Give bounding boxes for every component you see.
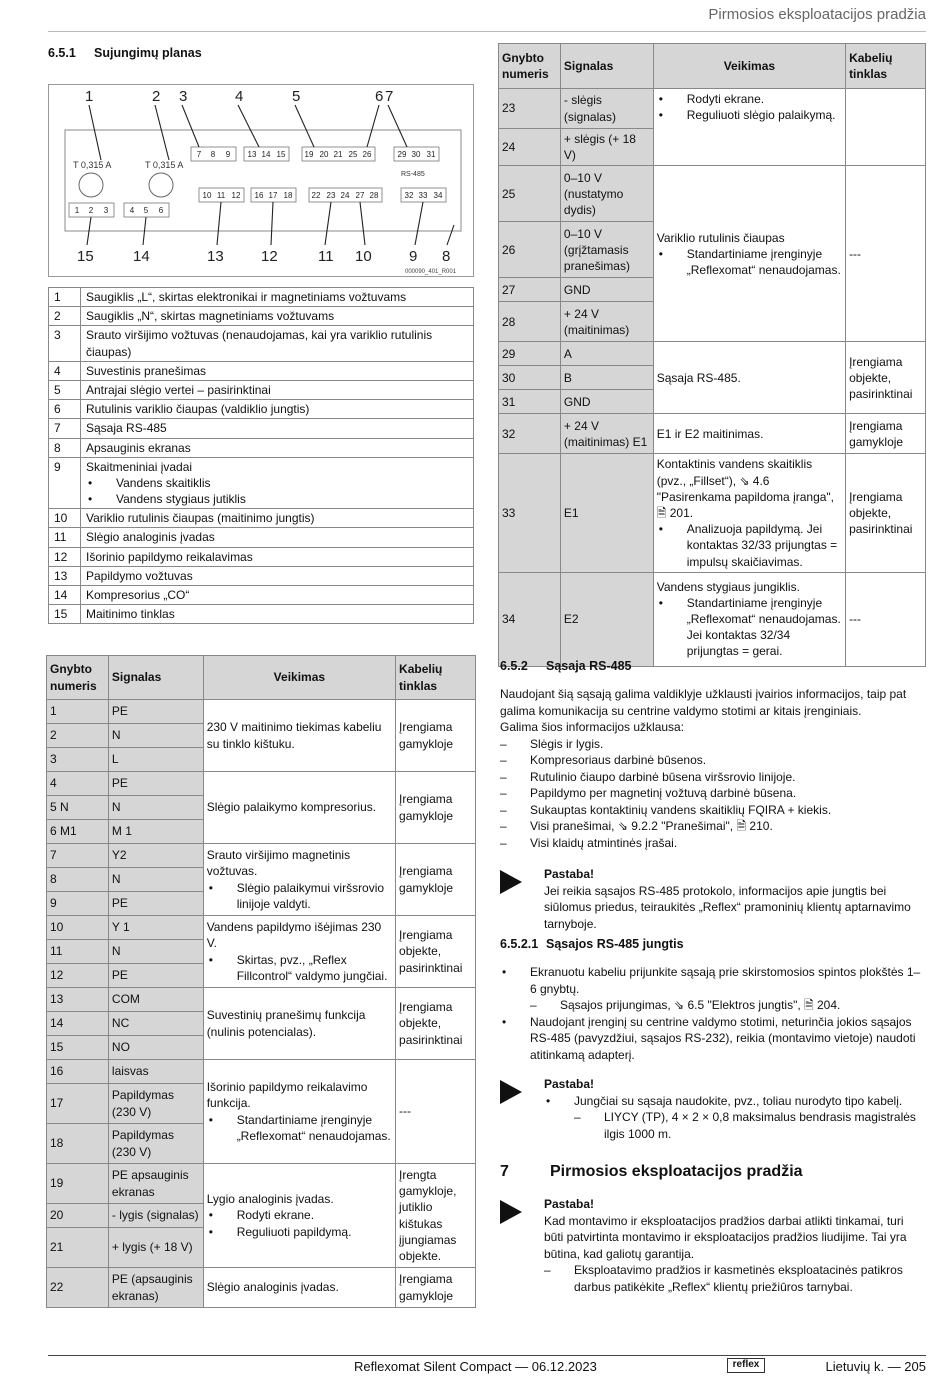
table-cell: Suvestinis pranešimas [81,361,474,380]
table-header-cell: Gnybto numeris [499,44,561,89]
footer-divider [48,1355,926,1356]
table-cell: PE [108,892,203,916]
callout-1: 1 [85,88,94,105]
table-cell: 5 N [47,796,109,820]
table-cell: - slėgis (signalas) [560,89,653,129]
svg-text:1: 1 [74,206,80,215]
svg-text:10: 10 [355,248,372,265]
svg-text:30: 30 [411,150,421,159]
table-cell: 29 [499,342,561,366]
table-cell: Rutulinis variklio čiaupas (valdiklio jungtis) [81,400,474,419]
legend-row [49,457,474,509]
table-cell: Papildymas (230 V) [108,1124,203,1164]
legend-row [49,528,474,547]
table-cell: 9 [49,457,81,509]
table-cell: Apsauginis ekranas [81,438,474,457]
table-cell: Įrengiama objekte, pasirinktinai [396,988,476,1060]
table-cell: Sąsaja RS-485 [81,419,474,438]
table-cell: E1 [560,454,653,572]
terminal-table-left [46,655,476,1308]
svg-text:11: 11 [318,248,334,265]
svg-text:14: 14 [133,248,150,265]
table-cell: Skaitmeniniai įvadai • Vandens skaitiklis • Vandens stygiaus jutiklis [81,457,474,509]
table-cell: 8 [49,438,81,457]
table-cell: 22 [47,1268,109,1308]
table-cell: + slėgis (+ 18 V) [560,129,653,166]
svg-text:22: 22 [311,191,321,200]
callout-5: 5 [292,88,301,105]
legend-row [49,288,474,307]
svg-text:14: 14 [261,150,271,159]
table-cell: 16 [47,1060,109,1084]
rs485-label: RS-485 [401,171,425,178]
table-cell: Įrengiama gamykloje [396,772,476,844]
table-cell: Slėgio analoginis įvadas. [203,1268,395,1308]
table-cell: A [560,342,653,366]
svg-text:8: 8 [442,248,451,265]
section-heading-651: 6.5.1 Sujungimų planas [48,46,202,60]
callout-3: 3 [179,88,188,105]
wiring-diagram [48,84,474,277]
diagram-top-numbers [85,88,393,105]
table-cell: Antrajai slėgio vertei – pasirinktinai [81,380,474,399]
table-cell: 1 [47,700,109,724]
table-cell: PE [108,772,203,796]
svg-text:18: 18 [283,191,293,200]
table-cell: 23 [499,89,561,129]
svg-text:32: 32 [404,191,414,200]
table-cell: 13 [49,566,81,585]
table-cell: Išorinio papildymo reikalavimo funkcija. • Standartiniame įrenginyje „Reflexomat“ nenaudojamas. [203,1060,395,1164]
table-header-cell: Kabelių tinklas [396,656,476,700]
svg-text:2: 2 [88,206,94,215]
table-cell: laisvas [108,1060,203,1084]
svg-text:29: 29 [397,150,407,159]
svg-text:27: 27 [355,191,365,200]
svg-text:13: 13 [247,150,257,159]
table-cell: Saugiklis „L“, skirtas elektronikai ir magnetiniams vožtuvams [81,288,474,307]
table-cell: Įrengiama gamykloje [396,700,476,772]
table-cell: 11 [49,528,81,547]
table-cell: Variklio rutulinis čiaupas • Standartiniame įrenginyje „Reflexomat“ nenaudojamas. [653,166,845,342]
legend-row [49,380,474,399]
table-cell: 12 [49,547,81,566]
note-652: Pastaba! Jei reikia sąsajos RS-485 protokolo, informacijos apie jungtis bei siūlomus priedus, teiraukitės „Reflex“ pramoninių klientų aptarnavimo tarnyboje. [500,866,926,932]
section-6521-body: • Ekranuotu kabeliu prijunkite sąsają prie skirstomosios spintos plokštės 1–6 gnybtų. – Sąsajos prijungimas, ⇘ 6.5 "Elektros jungtis", 🗎 204. • Naudojant įrenginį su centrine valdymo stotimi, neturinčia jokios sąsajos RS-485 (pavyzdžiui, sąsajos RS-232), reikia (montavimo vietoje) naudoti atitinkamą adapterį. [502,965,921,1062]
note-arrow-icon [500,870,522,894]
svg-text:4: 4 [129,206,135,215]
table-cell: M 1 [108,820,203,844]
header-divider [48,31,926,32]
svg-text:9: 9 [409,248,418,265]
chapter-heading-7: 7 Pirmosios eksploatacijos pradžia [500,1163,803,1180]
table-cell: Įrengiama gamykloje [846,414,926,454]
fuse-2-label: T 0,315 A [145,160,184,170]
table-cell: 15 [49,605,81,624]
note-arrow-icon [500,1200,522,1224]
note-7: Pastaba! Kad montavimo ir eksploatacijos pradžios darbai atlikti tinkamai, turi būti patvirtinta montavimo ir eksploatacijos pradžios liudijime. Tai yra būtina, kad galiotų garantija. – Eksploatavimo pradžios ir kasmetinės eksploatacinės patikros darbus patikėkite „Reflex“ klientų priežiūros tarnybai. [500,1196,926,1295]
svg-text:3: 3 [103,206,109,215]
table-cell [846,89,926,166]
table-cell: 24 [499,129,561,166]
svg-text:31: 31 [426,150,436,159]
table-cell: 14 [49,586,81,605]
table-cell: 18 [47,1124,109,1164]
svg-text:9: 9 [225,150,231,159]
table-header-cell: Gnybto numeris [47,656,109,700]
table-cell: 28 [499,302,561,342]
table-header-cell: Signalas [108,656,203,700]
table-cell: • Rodyti ekrane. • Reguliuoti slėgio palaikymą. [653,89,845,166]
table-cell: N [108,796,203,820]
table-cell: + 24 V (maitinimas) E1 [560,414,653,454]
legend-row [49,400,474,419]
legend-row [49,566,474,585]
table-cell: 4 [49,361,81,380]
table-cell: 26 [499,222,561,278]
table-cell: 2 [49,307,81,326]
svg-text:17: 17 [268,191,278,200]
svg-text:13: 13 [207,248,224,265]
table-cell: Vandens papildymo išėjimas 230 V. • Skirtas, pvz., „Reflex Fillcontrol“ valdymo jungčiai. [203,916,395,988]
table-cell: E2 [560,572,653,666]
legend-row [49,586,474,605]
table-cell: Papildymo vožtuvas [81,566,474,585]
note-6521: Pastaba! • Jungčiai su sąsaja naudokite, pvz., toliau nurodyto tipo kabelį. – LIYCY (TP), 4 × 2 × 0,8 maksimalus bendrasis magistralės ilgis 1000 m. [500,1076,926,1142]
table-cell: Įrengiama objekte, pasirinktinai [396,916,476,988]
table-cell: 13 [47,988,109,1012]
table-header-cell: Veikimas [203,656,395,700]
table-cell: Išorinio papildymo reikalavimas [81,547,474,566]
svg-text:21: 21 [333,150,343,159]
table-cell: Saugiklis „N“, skirtas magnetiniams vožtuvams [81,307,474,326]
leader-lines [87,105,454,245]
table-cell: --- [846,166,926,342]
table-cell: 12 [47,964,109,988]
section-heading-652: 6.5.2 Sąsaja RS-485 [500,659,632,673]
table-cell: Papildymas (230 V) [108,1084,203,1124]
table-cell: 6 M1 [47,820,109,844]
table-cell: 15 [47,1036,109,1060]
table-cell: Lygio analoginis įvadas. • Rodyti ekrane. • Reguliuoti papildymą. [203,1164,395,1268]
table-cell: B [560,366,653,390]
legend-row [49,438,474,457]
table-cell: 6 [49,400,81,419]
table-cell: 11 [47,940,109,964]
table-cell: Slėgio palaikymo kompresorius. [203,772,395,844]
table-cell: Srauto viršijimo vožtuvas (nenaudojamas, kai yra variklio rutulinis čiaupas) [81,326,474,361]
svg-text:34: 34 [433,191,443,200]
table-cell: 5 [49,380,81,399]
table-header-cell: Kabelių tinklas [846,44,926,89]
callout-2: 2 [152,88,161,105]
legend-row [49,605,474,624]
svg-text:7: 7 [196,150,202,159]
table-cell: 4 [47,772,109,796]
table-cell: Kompresorius „CO“ [81,586,474,605]
svg-text:12: 12 [261,248,278,265]
table-cell: 32 [499,414,561,454]
section-heading-6521: 6.5.2.1 Sąsajos RS-485 jungtis [500,937,684,951]
footer-doc: Reflexomat Silent Compact — 06.12.2023 [354,1359,597,1374]
table-cell: 0–10 V (grįžtamasis pranešimas) [560,222,653,278]
table-cell: 30 [499,366,561,390]
page-header: Pirmosios eksploatacijos pradžia [708,6,926,23]
table-cell: PE [108,700,203,724]
table-cell: 33 [499,454,561,572]
svg-text:15: 15 [77,248,94,265]
legend-row [49,361,474,380]
table-cell: Y 1 [108,916,203,940]
svg-text:16: 16 [254,191,264,200]
footer-page: Lietuvių k. — 205 [825,1359,926,1374]
table-cell: L [108,748,203,772]
svg-text:15: 15 [276,150,286,159]
table-cell: GND [560,390,653,414]
table-cell: N [108,724,203,748]
fuse-1-label: T 0,315 A [73,160,112,170]
table-cell: + 24 V (maitinimas) [560,302,653,342]
terminal-table-right [498,43,926,667]
table-cell: + lygis (+ 18 V) [108,1228,203,1268]
callout-7: 7 [385,88,394,105]
svg-text:6: 6 [158,206,164,215]
svg-text:5: 5 [143,206,149,215]
table-cell: Maitinimo tinklas [81,605,474,624]
fuse-1 [79,173,103,197]
table-cell: Įrengiama objekte, pasirinktinai [846,342,926,414]
table-cell: 9 [47,892,109,916]
table-cell: GND [560,278,653,302]
table-cell: 230 V maitinimo tiekimas kabeliu su tinklo kištuku. [203,700,395,772]
table-cell: Įrengiama objekte, pasirinktinai [846,454,926,572]
section-652-body: Naudojant šią sąsają galima valdiklyje užklausti įvairios informacijos, taip pat galima komunikacija su centrine valdymo stotimi ar kitais įrenginiais. Galima šios informacijos užklausa: – Slėgis ir lygis. – Kompresoriaus darbinė būsenos. – Rutulinio čiaupo darbinė būsena viršsrovio linijoje. – Papildymo per magnetinį vožtuvą darbinė būsena. – Sukauptas kontaktinių vandens skaitiklių FQIRA + kiekis. – Visi pranešimai, ⇘ 9.2.2 "Pranešimai", 🗎 210. – Visi klaidų atmintinės įrašai. [500,687,907,850]
table-cell: 21 [47,1228,109,1268]
table-cell: 19 [47,1164,109,1204]
table-cell: PE apsauginis ekranas [108,1164,203,1204]
table-cell: 0–10 V (nustatymo dydis) [560,166,653,222]
svg-text:8: 8 [210,150,216,159]
legend-row [49,326,474,361]
callout-6: 6 [375,88,384,105]
callout-4: 4 [235,88,244,105]
table-cell: 14 [47,1012,109,1036]
table-cell: NC [108,1012,203,1036]
table-cell: Suvestinių pranešimų funkcija (nulinis potencialas). [203,988,395,1060]
table-header-cell: Signalas [560,44,653,89]
table-header-cell: Veikimas [653,44,845,89]
table-cell: Y2 [108,844,203,868]
table-cell: - lygis (signalas) [108,1204,203,1228]
table-cell: 3 [49,326,81,361]
svg-text:20: 20 [319,150,329,159]
legend-row [49,419,474,438]
table-cell: 2 [47,724,109,748]
table-cell: NO [108,1036,203,1060]
table-cell: Sąsaja RS-485. [653,342,845,414]
table-cell: N [108,940,203,964]
diagram-code: 000090_401_R001 [405,269,457,275]
table-cell: 20 [47,1204,109,1228]
svg-text:28: 28 [369,191,379,200]
table-cell: Kontaktinis vandens skaitiklis (pvz., „Fillset“), ⇘ 4.6 "Pasirenkama papildoma įranga", 🗎 201. • Analizuoja papildymą. Jei kontaktas 32/33 prijungtas = impulsų skaičiavimas. [653,454,845,572]
table-cell: N [108,868,203,892]
svg-text:25: 25 [348,150,358,159]
table-cell: 7 [49,419,81,438]
table-cell: Vandens stygiaus jungiklis. • Standartiniame įrenginyje „Reflexomat“ nenaudojamas. Jei kontaktas 32/34 prijungtas = gerai. [653,572,845,666]
table-cell: Įrengiama gamykloje [396,1268,476,1308]
svg-text:10: 10 [202,191,212,200]
legend-row [49,547,474,566]
svg-text:11: 11 [216,191,226,200]
table-cell: PE [108,964,203,988]
table-cell: 8 [47,868,109,892]
table-cell: Variklio rutulinis čiaupas (maitinimo jungtis) [81,509,474,528]
table-cell: --- [846,572,926,666]
fuse-2 [149,173,173,197]
table-cell: 1 [49,288,81,307]
table-cell: Slėgio analoginis įvadas [81,528,474,547]
table-cell: 17 [47,1084,109,1124]
table-cell: Įrengta gamykloje, jutiklio kištukas įjungiamas objekte. [396,1164,476,1268]
table-cell: 10 [47,916,109,940]
note-arrow-icon [500,1080,522,1104]
svg-text:12: 12 [231,191,241,200]
table-cell: 7 [47,844,109,868]
svg-text:24: 24 [340,191,350,200]
svg-text:19: 19 [304,150,314,159]
reflex-logo: reflex [727,1358,765,1373]
legend-table [48,287,474,624]
svg-text:23: 23 [326,191,336,200]
table-cell: E1 ir E2 maitinimas. [653,414,845,454]
table-cell: Įrengiama gamykloje [396,844,476,916]
table-cell: --- [396,1060,476,1164]
legend-row [49,509,474,528]
legend-row [49,307,474,326]
table-cell: COM [108,988,203,1012]
table-cell: 10 [49,509,81,528]
table-cell: PE (apsauginis ekranas) [108,1268,203,1308]
table-cell: 27 [499,278,561,302]
table-cell: 25 [499,166,561,222]
table-cell: 31 [499,390,561,414]
table-cell: Srauto viršijimo magnetinis vožtuvas. • Slėgio palaikymui viršsrovio linijoje valdyti. [203,844,395,916]
svg-text:26: 26 [362,150,372,159]
table-cell: 3 [47,748,109,772]
svg-text:33: 33 [418,191,428,200]
table-cell: 34 [499,572,561,666]
